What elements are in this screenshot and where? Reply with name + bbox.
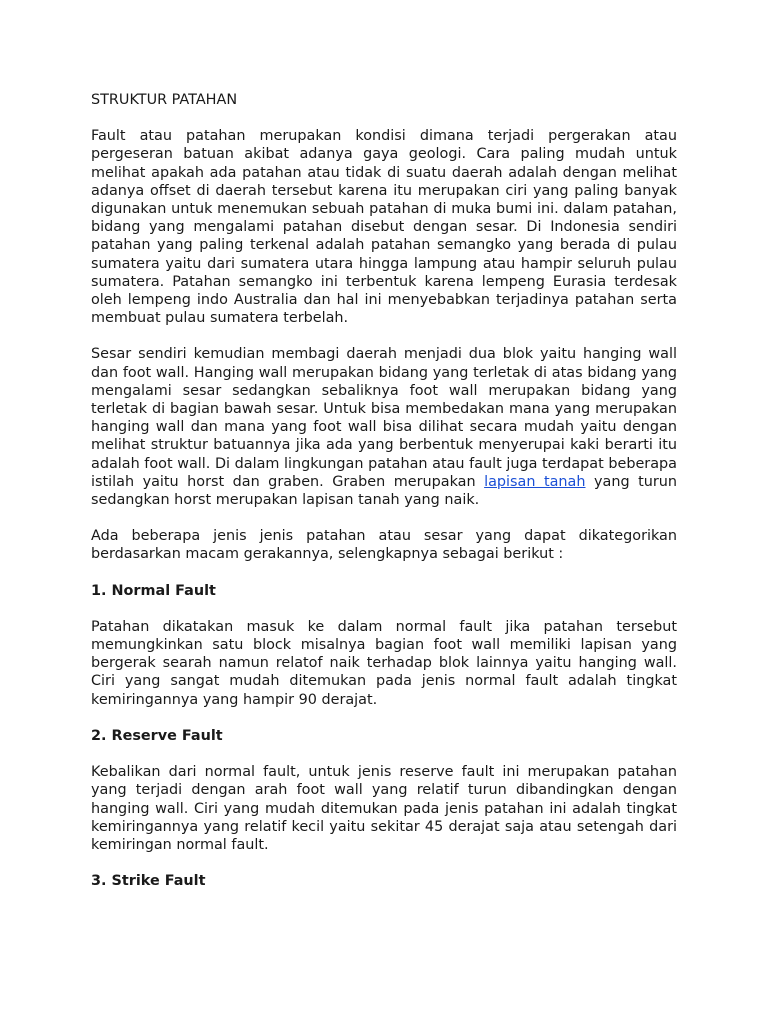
heading-strike-fault: 3. Strike Fault [91,873,206,890]
paragraph-text: yang turun sedangkan horst merupakan lapisan tanah yang naik. [91,473,677,509]
paragraph-fault-types-intro: Ada beberapa jenis jenis patahan atau sesar yang dapat dikategorikan berdasarkan macam gerakannya, selengkapnya sebagai berikut : [91,528,677,563]
link-lapisan-tanah[interactable]: lapisan tanah [484,473,586,490]
paragraph-normal-fault: Patahan dikatakan masuk ke dalam normal fault jika patahan tersebut memungkinkan satu block misalnya bagian foot wall memiliki lapisan yang bergerak searah namun relatof naik terhadap blok lainnya yaitu hanging wall. Ciri yang sangat mudah ditemukan pada jenis normal fault adalah tingkat kemiringannya yang hampir 90 derajat. [91,618,677,708]
paragraph-text: Sesar sendiri kemudian membagi daerah menjadi dua blok yaitu hanging wall dan foot wall. Hanging wall merupakan bidang yang terletak di atas bidang yang mengalami sesar sedangkan sebaliknya foot wall merupakan bidang yang terletak di bagian bawah sesar. Untuk bisa membedakan mana yang merupakan hanging wall dan mana yang foot wall bisa dilihat secara mudah yaitu dengan melihat struktur batuannya jika ada yang berbentuk menyerupai kaki berarti itu adalah foot wall. Di dalam lingkungan patahan atau fault juga terdapat beberapa istilah yaitu horst dan graben. Graben merupakan [91,346,677,490]
paragraph-fault-definition: Fault atau patahan merupakan kondisi dimana terjadi pergerakan atau pergeseran batuan akibat adanya gaya geologi. Cara paling mudah untuk melihat apakah ada patahan atau tidak di suatu daerah adalah dengan melihat adanya offset di daerah tersebut karena itu merupakan ciri yang paling banyak digunakan untuk menemukan sebuah patahan di muka bumi ini. dalam patahan, bidang yang mengalami patahan disebut dengan sesar. Di Indonesia sendiri patahan yang paling terkenal adalah patahan semangko yang berada di pulau sumatera yaitu dari sumatera utara hingga lampung atau hampir seluruh pulau sumatera. Patahan semangko ini terbentuk karena lempeng Eurasia terdesak oleh lempeng indo Australia dan hal ini menyebabkan terjadinya patahan serta membuat pulau sumatera terbelah. [91,128,677,327]
heading-reserve-fault: 2. Reserve Fault [91,727,223,744]
heading-normal-fault: 1. Normal Fault [91,582,216,599]
document-title: STRUKTUR PATAHAN [91,92,238,108]
paragraph-hanging-foot-wall [91,345,677,509]
paragraph-reserve-fault: Kebalikan dari normal fault, untuk jenis reserve fault ini merupakan patahan yang terjadi dengan arah foot wall yang relatif turun dibandingkan dengan hanging wall. Ciri yang mudah ditemukan pada jenis patahan ini adalah tingkat kemiringannya yang relatif kecil yaitu sekitar 45 derajat saja atau setengah dari kemiringan normal fault. [91,764,677,853]
document-page [91,91,677,908]
